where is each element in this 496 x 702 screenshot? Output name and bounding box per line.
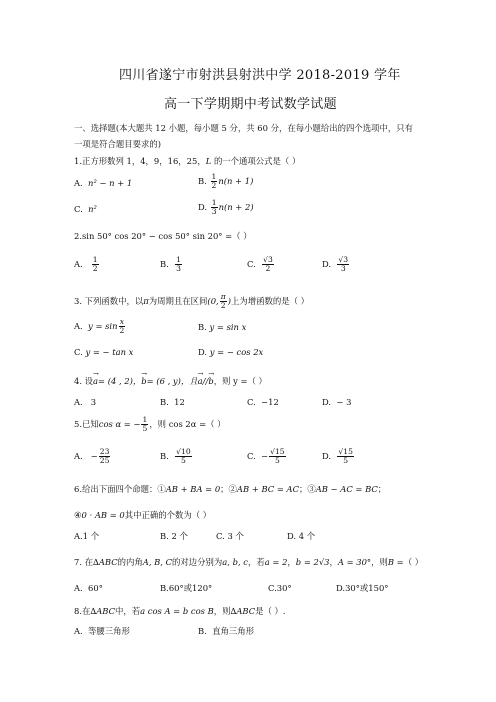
q5-option-d: D. $\frac{√15}{5}$ (322, 447, 353, 465)
q3-option-d: D. y = − cos 2x (198, 347, 264, 357)
q7-stem: 7. 在∆ABC的内角A, B, C的对边分别为a, b, c，若a = 2，b = 2√3，A = 30°，则B =（ ） (74, 557, 424, 567)
q6-proposition-4: 0 · AB = 0 (81, 510, 125, 520)
q6-stem-line2: ④0 · AB = 0其中正确的个数为（ ） (74, 510, 212, 520)
q5-fraction: $\frac{1}{5}$ (142, 415, 148, 433)
q1-option-d (198, 199, 254, 216)
q2-b-fraction: $\frac{1}{3}$ (176, 255, 181, 273)
q1-b-label: B. (198, 176, 207, 186)
q2-a-fraction: $\frac{1}{2}$ (92, 255, 98, 273)
section-heading-line1: 一、选择题(本大题共 12 小题，每小题 5 分，共 60 分，在每小题给出的四个选项中，只有 (74, 123, 414, 133)
q4-option-d: D. − 3 (322, 397, 352, 407)
q2-c-fraction: $\frac{√3}{2}$ (263, 255, 273, 273)
title-line2: 高一下学期期中考试数学试题 (164, 97, 337, 112)
section-heading-line2: 一项是符合题目要求的) (74, 139, 162, 149)
q5-b-fraction: $\frac{√10}{5}$ (176, 447, 191, 465)
q2-d-fraction: $\frac{√3}{3}$ (338, 255, 349, 273)
q1-option-a (74, 178, 132, 189)
q6-stem-line1: 6.给出下面四个命题：①AB + BA = 0；②AB + BC = AC；③AB − AC = BC； (74, 484, 387, 494)
q3-a-fraction: $\frac{x}{2}$ (119, 317, 125, 335)
q2-option-d: D. $\frac{√3}{3}$ (322, 255, 349, 273)
q7-option-d: D.30°或150° (336, 583, 389, 593)
q5-option-c: C. − $\frac{√15}{5}$ (247, 447, 285, 465)
q6-option-b: B. 2 个 (160, 531, 188, 541)
q5-d-fraction: $\frac{√15}{5}$ (338, 447, 353, 465)
q1-stem-text: 1.正方形数列 1，4，9，16，25， (74, 156, 206, 166)
q1-d-fraction: $\frac{1}{3}$ (211, 198, 217, 216)
q6-option-c: C. 3 个 (216, 531, 244, 541)
q1-a-value: n² − n + 1 (88, 178, 133, 188)
q1-c-value: n² (88, 204, 97, 214)
q2-option-c: C. $\frac{√3}{2}$ (247, 255, 273, 273)
q3-stem: 3. 下列函数中，以π为周期且在区间(0, $\frac{\pi}{2}$ )上为增函数的是（ ） (74, 292, 310, 310)
q5-option-a: A. − $\frac{23}{25}$ (74, 447, 110, 465)
q1-b-fraction: $\frac{1}{2}$ (211, 172, 217, 190)
q4-stem: 4. 设→ a= (4 , 2)，→ b= (6 , y)，且→ a//→ b，则 y =（ ） (74, 376, 267, 387)
q5-option-b: B. $\frac{√10}{5}$ (160, 447, 191, 465)
q1-c-label: C. (74, 204, 83, 214)
q3-option-b: B. y = sin x (198, 322, 247, 332)
q2-stem: 2.sin 50° cos 20° − cos 50° sin 20° =（ ） (74, 231, 252, 241)
q3-interval-fraction: $\frac{\pi}{2}$ (220, 292, 226, 310)
q3-option-a: A. y = sin $\frac{x}{2}$ (74, 317, 125, 335)
q2-option-a: A. $\frac{1}{2}$ (74, 255, 98, 273)
q3-option-c: C. y = − tan x (74, 347, 134, 357)
q8-option-a: A. 等腰三角形 (74, 626, 130, 636)
q4-option-c: C. −12 (247, 397, 279, 407)
q6-option-d: D. 4 个 (287, 531, 316, 541)
q1-option-c (74, 204, 97, 215)
title-line1: 四川省遂宁市射洪县射洪中学 2018-2019 学年 (119, 68, 401, 83)
q1-stem-tail: 的一个通项公式是（ ） (213, 156, 301, 166)
q6-option-a: A.1 个 (74, 531, 100, 541)
q7-option-a: A. 60° (74, 583, 103, 593)
vector-b: → b (141, 376, 146, 387)
q1-b-tail: n(n + 1) (218, 176, 254, 186)
q4-option-a: A. 3 (74, 397, 97, 407)
q5-a-fraction: $\frac{23}{25}$ (99, 447, 110, 465)
vector-a: → a (93, 376, 98, 387)
q6-proposition-1: AB + BA = 0 (165, 484, 221, 494)
q4-option-b: B. 12 (160, 397, 185, 407)
q1-option-b (198, 173, 253, 190)
q1-stem (74, 156, 300, 167)
q8-option-b: B. 直角三角形 (198, 626, 255, 636)
q5-c-fraction: $\frac{√15}{5}$ (270, 447, 285, 465)
q1-a-label: A. (74, 178, 83, 188)
q6-proposition-3: AB − AC = BC (315, 484, 378, 494)
q2-option-b: B. $\frac{1}{3}$ (160, 255, 181, 273)
q8-stem: 8.在∆ABC中，若a cos A = b cos B，则∆ABC是（ ）. (74, 606, 286, 616)
q7-option-c: C.30° (268, 583, 292, 593)
q5-stem: 5.已知cos α = − $\frac{1}{5}$ ，则 cos 2α =（ ） (74, 415, 226, 433)
q6-proposition-2: AB + BC = AC (236, 484, 299, 494)
q1-d-tail: n(n + 2) (218, 202, 254, 212)
q1-ellipsis: L (205, 156, 212, 166)
q7-option-b: B.60°或120° (160, 583, 213, 593)
q1-d-label: D. (198, 202, 208, 212)
